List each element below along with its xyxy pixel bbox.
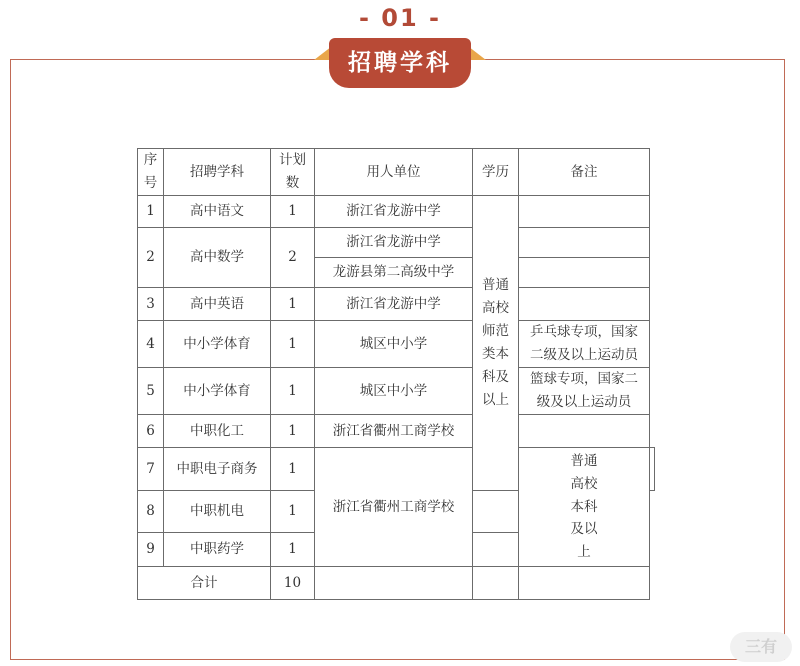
cell-unit: 浙江省衢州工商学校 bbox=[315, 415, 473, 448]
cell-remark bbox=[519, 258, 650, 288]
cell-unit: 龙游县第二高级中学 bbox=[315, 258, 473, 288]
cell-plan: 2 bbox=[271, 228, 315, 288]
cell-remark bbox=[473, 491, 519, 533]
cell-unit: 浙江省龙游中学 bbox=[315, 196, 473, 228]
cell-subject: 中职电子商务 bbox=[164, 448, 271, 491]
cell-subject: 高中语文 bbox=[164, 196, 271, 228]
cell-remark bbox=[519, 415, 650, 448]
cell-education-group-2: 普通 高校 本科 及以 上 bbox=[519, 448, 650, 567]
cell-plan: 1 bbox=[271, 415, 315, 448]
header-unit: 用人单位 bbox=[315, 149, 473, 196]
table-total-row bbox=[138, 567, 655, 600]
table-row bbox=[138, 368, 655, 415]
cell-plan: 1 bbox=[271, 448, 315, 491]
cell-remark bbox=[650, 448, 655, 491]
cell-seq: 9 bbox=[138, 533, 164, 567]
cell-seq: 3 bbox=[138, 288, 164, 321]
cell-unit: 浙江省龙游中学 bbox=[315, 288, 473, 321]
recruitment-table bbox=[137, 148, 655, 600]
cell-remark: 乒乓球专项，国家 二级及以上运动员 bbox=[519, 321, 650, 368]
cell-total-label: 合计 bbox=[138, 567, 271, 600]
section-title-banner: 招聘学科 bbox=[329, 38, 471, 88]
cell-unit: 城区中小学 bbox=[315, 321, 473, 368]
cell-education-group-1: 普通 高校 师范 类本 科及 以上 bbox=[473, 196, 519, 491]
cell-unit-shared: 浙江省衢州工商学校 bbox=[315, 448, 473, 567]
cell-seq: 4 bbox=[138, 321, 164, 368]
cell-unit: 浙江省龙游中学 bbox=[315, 228, 473, 258]
cell-plan: 1 bbox=[271, 533, 315, 567]
cell-remark bbox=[473, 533, 519, 567]
header-education: 学历 bbox=[473, 149, 519, 196]
header-seq: 序 号 bbox=[138, 149, 164, 196]
cell-subject: 高中数学 bbox=[164, 228, 271, 288]
cell-plan: 1 bbox=[271, 196, 315, 228]
table-row bbox=[138, 228, 655, 258]
cell-seq: 1 bbox=[138, 196, 164, 228]
table-row bbox=[138, 321, 655, 368]
cell-subject: 高中英语 bbox=[164, 288, 271, 321]
cell-subject: 中职药学 bbox=[164, 533, 271, 567]
table-row bbox=[138, 196, 655, 228]
header-remark: 备注 bbox=[519, 149, 650, 196]
cell-total-value: 10 bbox=[271, 567, 315, 600]
cell-subject: 中小学体育 bbox=[164, 321, 271, 368]
cell-remark: 篮球专项，国家二 级及以上运动员 bbox=[519, 368, 650, 415]
cell-plan: 1 bbox=[271, 491, 315, 533]
section-number: - 01 - bbox=[358, 4, 442, 32]
cell-remark bbox=[519, 196, 650, 228]
cell-seq: 2 bbox=[138, 228, 164, 288]
cell-subject: 中职机电 bbox=[164, 491, 271, 533]
table-row bbox=[138, 415, 655, 448]
cell-subject: 中小学体育 bbox=[164, 368, 271, 415]
cell-seq: 8 bbox=[138, 491, 164, 533]
watermark-logo: 三有 bbox=[730, 632, 792, 662]
cell-subject: 中职化工 bbox=[164, 415, 271, 448]
header-subject: 招聘学科 bbox=[164, 149, 271, 196]
table-header-row bbox=[138, 149, 655, 196]
cell-total-unit bbox=[315, 567, 473, 600]
cell-plan: 1 bbox=[271, 368, 315, 415]
cell-unit: 城区中小学 bbox=[315, 368, 473, 415]
cell-seq: 6 bbox=[138, 415, 164, 448]
table-row bbox=[138, 448, 655, 491]
cell-seq: 7 bbox=[138, 448, 164, 491]
header-plan: 计划 数 bbox=[271, 149, 315, 196]
cell-plan: 1 bbox=[271, 321, 315, 368]
cell-plan: 1 bbox=[271, 288, 315, 321]
cell-remark bbox=[519, 228, 650, 258]
cell-total-remark bbox=[519, 567, 650, 600]
table-row bbox=[138, 288, 655, 321]
cell-seq: 5 bbox=[138, 368, 164, 415]
cell-remark bbox=[519, 288, 650, 321]
cell-total-education bbox=[473, 567, 519, 600]
